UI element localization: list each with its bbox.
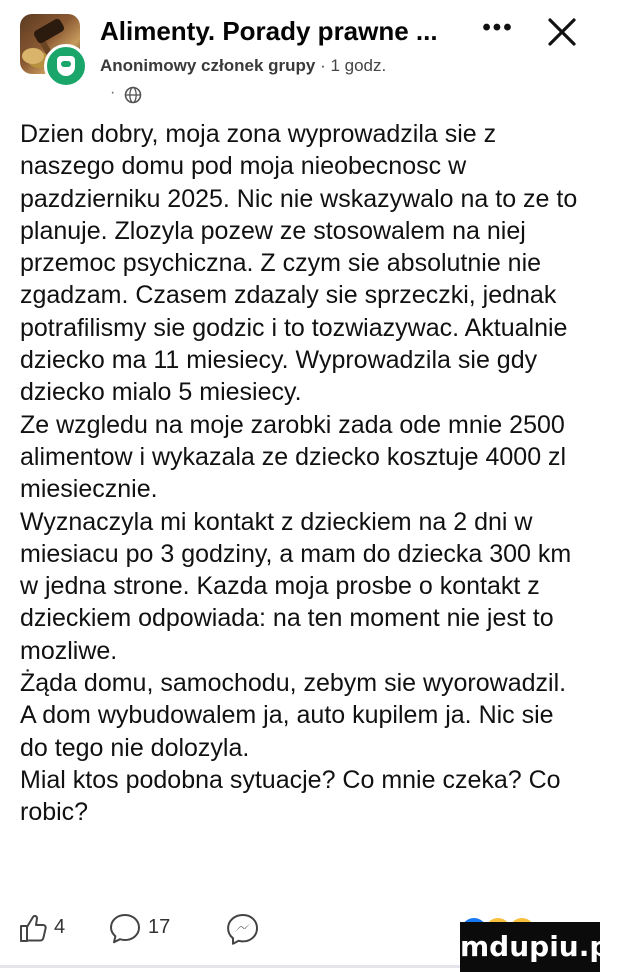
- author-name: Anonimowy członek grupy: [100, 56, 316, 75]
- thumbs-up-icon: [18, 912, 48, 944]
- more-options-button[interactable]: •••: [482, 14, 514, 41]
- watermark-logo: mdupiu.pl: [460, 922, 600, 972]
- post-header: [0, 0, 600, 110]
- group-title[interactable]: Alimenty. Porady prawne ...: [100, 16, 438, 46]
- comment-button[interactable]: [108, 912, 208, 952]
- post-paragraph: Wyznaczyla mi kontakt z dzieckiem na 2 dni w miesiacu po 3 godziny, a mam do dziecka 300 km w jedna strone. Kazda moja prosbe o kontakt z dzieckiem odpowiada: na ten moment nie jest to mozliwe.: [20, 507, 572, 665]
- audience-button[interactable]: [124, 86, 142, 104]
- close-icon: [544, 14, 580, 50]
- post-paragraph: Żąda domu, samochodu, zebym sie wyorowadzil. A dom wybudowalem ja, auto kupilem ja. Nic sie do tego nie dolozyla.: [20, 669, 567, 762]
- globe-icon: [124, 86, 142, 104]
- gavel-head-image: [33, 17, 66, 44]
- close-button[interactable]: [544, 14, 580, 50]
- anonymous-mask-icon: [57, 56, 75, 76]
- like-button[interactable]: [18, 912, 98, 952]
- anonymous-avatar[interactable]: [44, 44, 88, 88]
- like-count: 4: [54, 916, 66, 938]
- post-meta: [100, 56, 386, 76]
- coins-image: [22, 48, 44, 64]
- comment-icon: [108, 912, 142, 946]
- comment-count: 17: [148, 916, 171, 938]
- messenger-icon: [226, 912, 260, 946]
- post-text: [20, 118, 585, 829]
- messenger-send-button[interactable]: [226, 912, 270, 952]
- post-paragraph: Ze wzgledu na moje zarobki zada ode mnie 2500 alimentow i wykazala ze dziecko kosztuje 4000 zl miesiecznie.: [20, 410, 567, 504]
- audience-separator: ·: [110, 84, 116, 101]
- post-paragraph: Dzien dobry, moja zona wyprowadzila sie z naszego domu pod moja nieobecnosc w pazdzierniku 2025. Nic nie wskazywalo na to ze to planuje. Zlozyla pozew ze stosowalem na niej przemoc psychiczna. Z czym sie absolutnie nie zgadzam. Czasem zdazaly sie sprzeczki, jednak potrafilismy sie godzic i to tozwiazywac. Aktualnie dziecko ma 11 miesiecy. Wyprowadzila sie gdy dziecko mialo 5 miesiecy.: [20, 120, 578, 407]
- meta-separator: ·: [315, 56, 331, 75]
- post-paragraph: Mial ktos podobna sytuacje? Co mnie czeka? Co robic?: [20, 765, 561, 827]
- divider: [0, 965, 460, 968]
- post-time[interactable]: 1 godz.: [330, 56, 387, 75]
